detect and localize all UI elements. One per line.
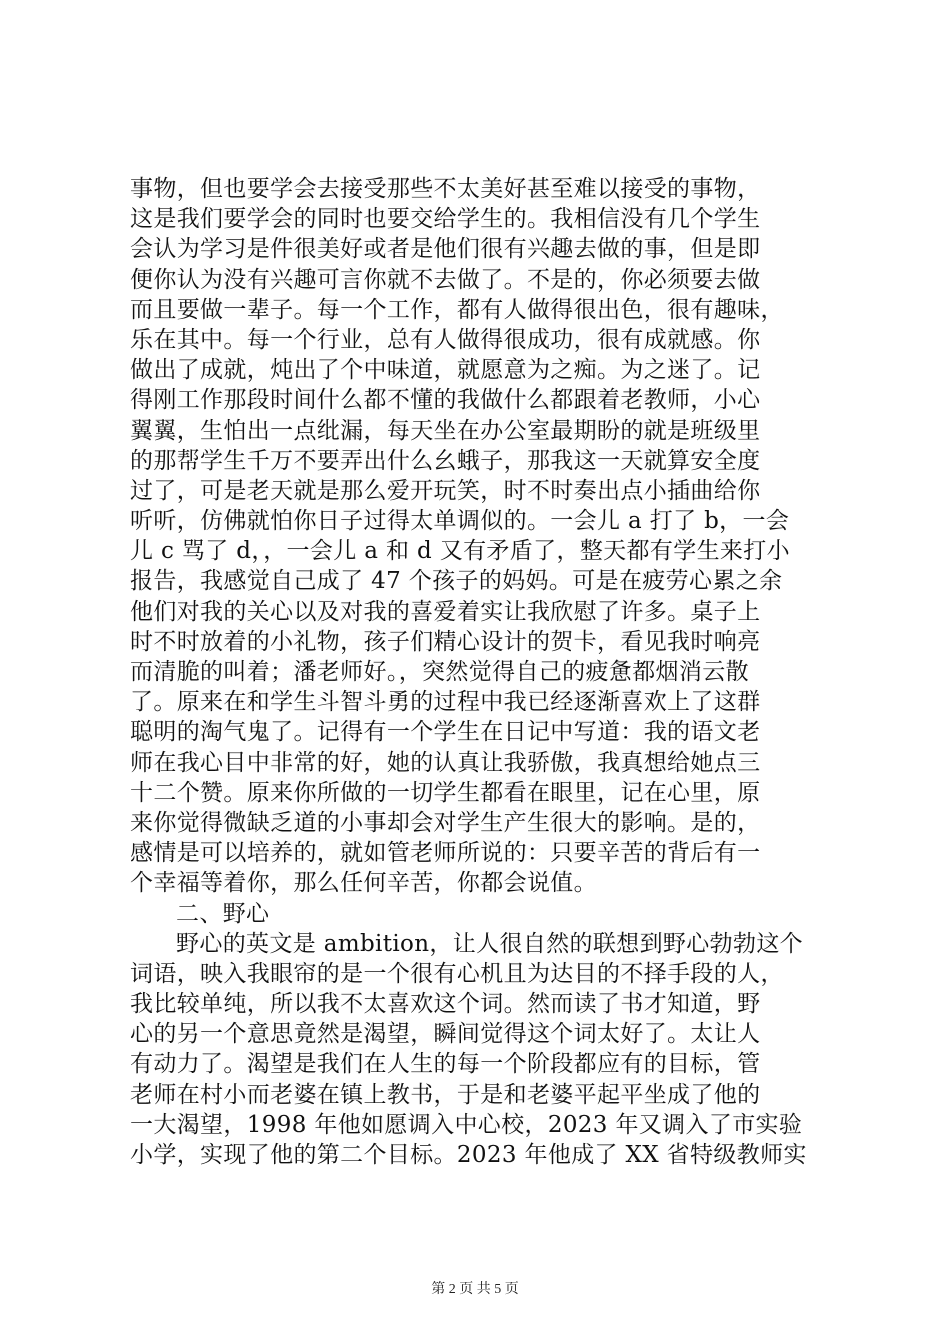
text-line: 野心的英文是 ambition，让人很自然的联想到野心勃勃这个: [176, 930, 804, 957]
text-line: 做出了成就，炖出了个中味道，就愿意为之痴。为之迷了。记: [130, 357, 761, 384]
text-line: 儿 c 骂了 d，，一会儿 a 和 d 又有矛盾了，整天都有学生来打小: [130, 538, 790, 565]
text-line: 便你认为没有兴趣可言你就不去做了。不是的，你必须要去做: [130, 266, 761, 293]
text-line: 个幸福等着你，那么任何辛苦，你都会说值。: [130, 870, 597, 897]
text-line: 感情是可以培养的，就如管老师所说的：只要辛苦的背后有一: [130, 840, 761, 867]
text-line: 师在我心目中非常的好，她的认真让我骄傲，我真想给她点三: [130, 749, 761, 776]
page-number-footer: 第 2 页 共 5 页: [431, 1282, 519, 1297]
text-line: 时不时放着的小礼物，孩子们精心设计的贺卡，看见我时响亮: [130, 628, 761, 655]
document-body: [130, 174, 830, 1170]
text-line: 十二个赞。原来你所做的一切学生都看在眼里，记在心里，原: [130, 779, 761, 806]
text-line: 报告，我感觉自己成了 47 个孩子的妈妈。可是在疲劳心累之余: [130, 568, 783, 595]
text-line: 而且要做一辈子。每一个工作，都有人做得很出色，很有趣味，: [130, 296, 784, 323]
text-line: 他们对我的关心以及对我的喜爱着实让我欣慰了许多。桌子上: [130, 598, 761, 625]
text-line: 得刚工作那段时间什么都不懂的我做什么都跟着老教师，小心: [130, 387, 761, 414]
text-line: 我比较单纯，所以我不太喜欢这个词。然而读了书才知道，野: [130, 991, 761, 1018]
text-line: 事物，但也要学会去接受那些不太美好甚至难以接受的事物，: [130, 176, 761, 202]
text-line: 听听，仿佛就怕你日子过得太单调似的。一会儿 a 打了 b，一会: [130, 508, 790, 535]
text-line: 一大渴望，1998 年他如愿调入中心校，2023 年又调入了市实验: [130, 1111, 803, 1138]
section-heading: 二、野心: [176, 900, 270, 927]
text-line: 词语，映入我眼帘的是一个很有心机且为达目的不择手段的人，: [130, 960, 784, 987]
text-line: 来你觉得微缺乏道的小事却会对学生产生很大的影响。是的，: [130, 809, 761, 836]
text-line: 的那帮学生千万不要弄出什么幺蛾子，那我这一天就算安全度: [130, 447, 761, 474]
text-line: 会认为学习是件很美好或者是他们很有兴趣去做的事，但是即: [130, 236, 761, 263]
text-line: 了。原来在和学生斗智斗勇的过程中我已经逐渐喜欢上了这群: [130, 689, 761, 716]
text-line: 小学，实现了他的第二个目标。2023 年他成了 XX 省特级教师实: [130, 1142, 807, 1168]
text-line: 而清脆的叫着；潘老师好。，突然觉得自己的疲惫都烟消云散: [130, 659, 749, 685]
text-line: 过了，可是老天就是那么爱开玩笑，时不时奏出点小插曲给你: [130, 477, 761, 504]
text-line: 心的另一个意思竟然是渴望，瞬间觉得这个词太好了。太让人: [130, 1021, 761, 1048]
text-line: 聪明的淘气鬼了。记得有一个学生在日记中写道：我的语文老: [130, 719, 761, 746]
text-line: 有动力了。渴望是我们在人生的每一个阶段都应有的目标，管: [130, 1051, 761, 1078]
text-line: 这是我们要学会的同时也要交给学生的。我相信没有几个学生: [130, 206, 761, 233]
text-line: 乐在其中。每一个行业，总有人做得很成功，很有成就感。你: [130, 326, 761, 353]
text-line: 老师在村小而老婆在镇上教书，于是和老婆平起平坐成了他的: [130, 1081, 761, 1108]
text-line: 翼翼，生怕出一点纰漏，每天坐在办公室最期盼的就是班级里: [130, 417, 761, 444]
